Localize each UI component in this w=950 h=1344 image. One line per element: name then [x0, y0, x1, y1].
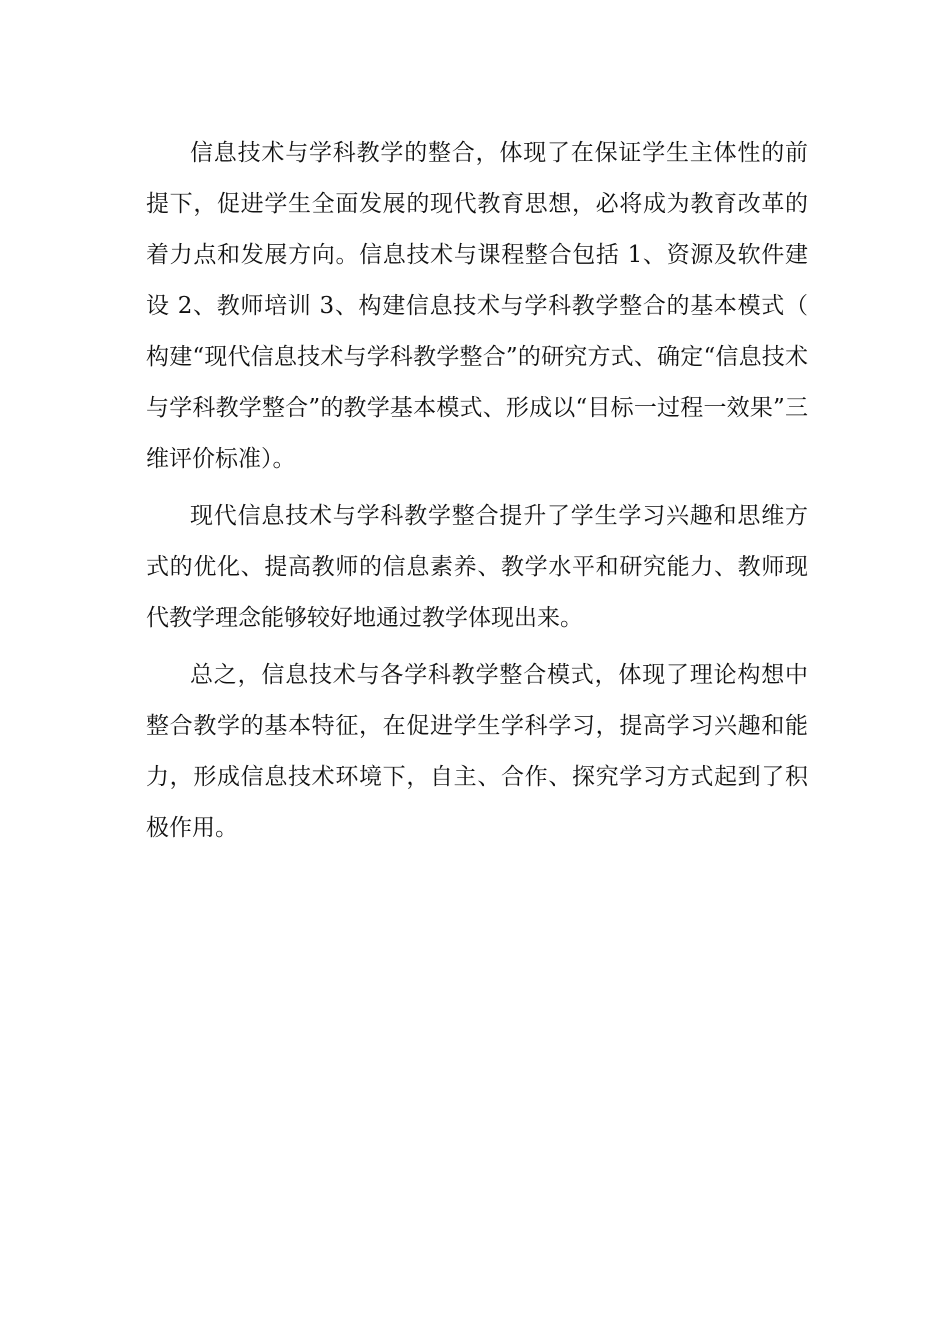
paragraph-1: 信息技术与学科教学的整合，体现了在保证学生主体性的前提下，促进学生全面发展的现代教育思想，必将成为教育改革的着力点和发展方向。信息技术与课程整合包括 1、资源及软件建设 2、教师培训 3、构建信息技术与学科教学整合的基本模式（ 构建“现代信息技术与学科教学整合”的研究方式、确定“信息技术与学科教学整合”的教学基本模式、形成以“目标一过程一效果”三维评价标准）。: [146, 140, 808, 472]
document-body: [146, 128, 808, 860]
paragraph-2: 现代信息技术与学科教学整合提升了学生学习兴趣和思维方式的优化、提高教师的信息素养、教学水平和研究能力、教师现代教学理念能够较好地通过教学体现出来。: [146, 503, 808, 631]
paragraph-3: 总之，信息技术与各学科教学整合模式，体现了理论构想中整合教学的基本特征，在促进学生学科学习，提高学习兴趣和能力，形成信息技术环境下，自主、合作、探究学习方式起到了积极作用。: [146, 662, 808, 841]
